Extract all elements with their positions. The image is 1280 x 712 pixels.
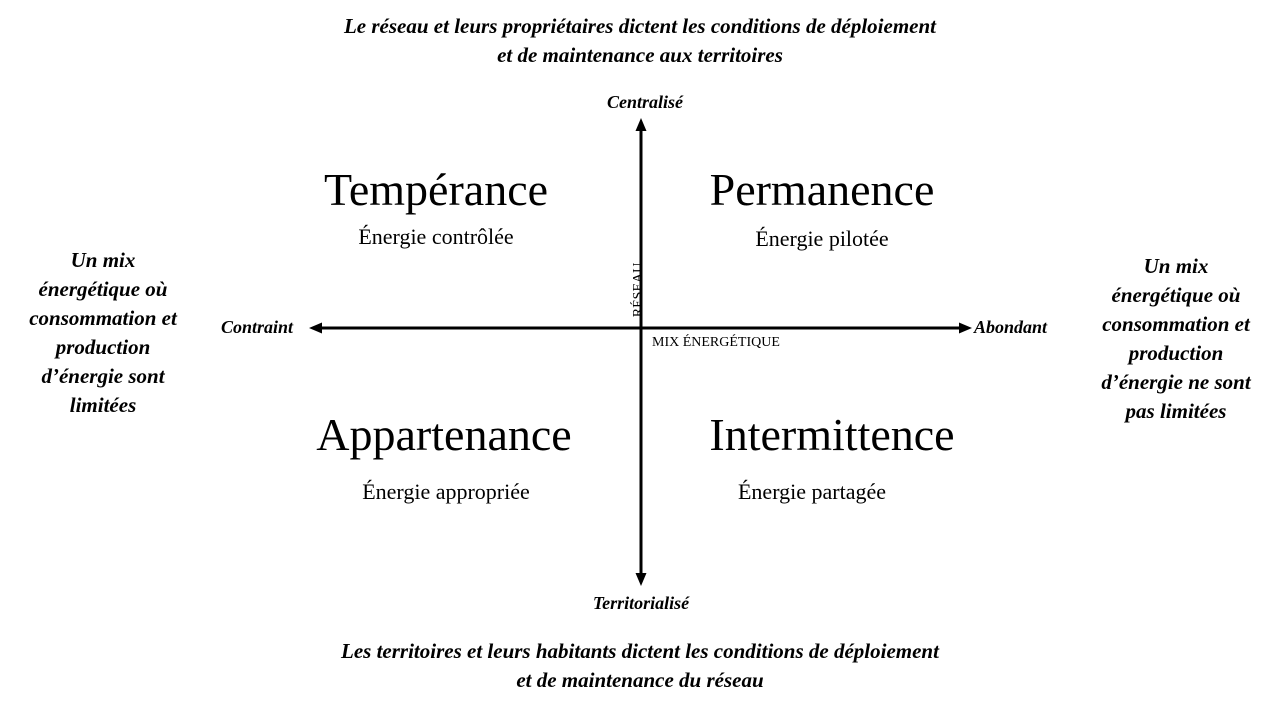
quadrant-bottom-right-title: Intermittence bbox=[709, 409, 955, 460]
quadrant-top-right-title: Permanence bbox=[709, 164, 935, 215]
quadrant-top-right-subtitle: Énergie pilotée bbox=[755, 226, 889, 251]
axis-bottom-label: Territorialisé bbox=[592, 593, 690, 613]
left-side-line-2: énergétique où bbox=[38, 277, 168, 301]
left-side-line-4: production bbox=[55, 335, 151, 359]
vertical-axis-arrow-down bbox=[636, 573, 647, 586]
horizontal-axis-arrow-right bbox=[959, 323, 972, 334]
left-side-line-3: consommation et bbox=[29, 306, 177, 330]
bottom-caption-line-1: Les territoires et leurs habitants dictent les conditions de déploiement bbox=[341, 639, 939, 663]
right-side-line-6: pas limitées bbox=[1125, 399, 1227, 423]
top-caption-line-1: Le réseau et leurs propriétaires dictent les conditions de déploiement bbox=[343, 14, 937, 38]
left-side-line-1: Un mix bbox=[70, 248, 136, 272]
left-side-line-6: limitées bbox=[69, 393, 137, 417]
quadrant-top-left-title: Tempérance bbox=[323, 164, 549, 215]
axis-right-label: Abondant bbox=[974, 317, 1048, 337]
horizontal-axis-arrow-left bbox=[309, 323, 322, 334]
right-side-line-1: Un mix bbox=[1143, 254, 1209, 278]
left-side-line-5: d’énergie sont bbox=[41, 364, 165, 388]
top-caption-line-2: et de maintenance aux territoires bbox=[497, 43, 783, 67]
right-side-line-5: d’énergie ne sont bbox=[1101, 370, 1251, 394]
right-side-line-3: consommation et bbox=[1102, 312, 1250, 336]
vertical-axis-arrow-up bbox=[636, 118, 647, 131]
bottom-caption-line-2: et de maintenance du réseau bbox=[516, 668, 764, 692]
axis-left-label: Contraint bbox=[221, 317, 294, 337]
quadrant-top-left-subtitle: Énergie contrôlée bbox=[358, 224, 514, 249]
quadrant-bottom-left-subtitle: Énergie appropriée bbox=[362, 479, 530, 504]
quadrant-bottom-left-title: Appartenance bbox=[316, 409, 572, 460]
right-side-line-4: production bbox=[1128, 341, 1224, 365]
right-side-line-2: énergétique où bbox=[1111, 283, 1241, 307]
vertical-axis-name: RÉSEAU bbox=[631, 262, 647, 318]
axis-top-label: Centralisé bbox=[606, 92, 683, 112]
bottom-caption bbox=[240, 637, 1040, 695]
horizontal-axis-name: MIX ÉNERGÉTIQUE bbox=[652, 335, 780, 350]
quadrant-bottom-right-subtitle: Énergie partagée bbox=[737, 479, 886, 504]
